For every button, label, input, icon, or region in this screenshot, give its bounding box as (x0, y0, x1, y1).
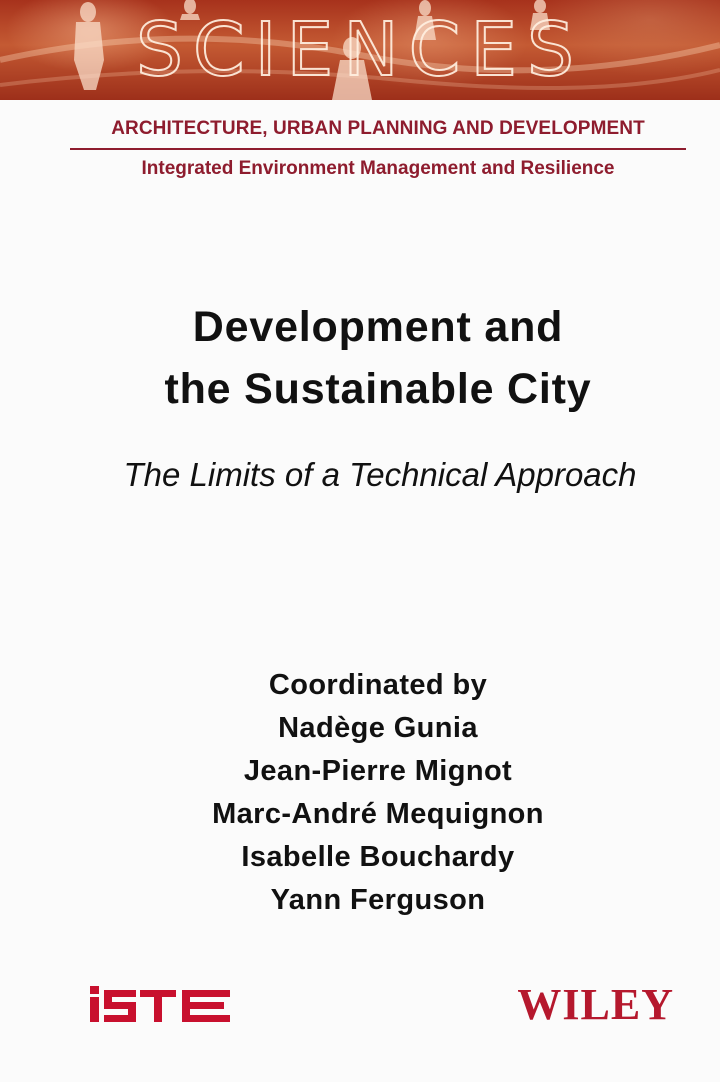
coordinator-name: Isabelle Bouchardy (241, 841, 515, 873)
coordinators-block (0, 664, 720, 922)
coordinator-name: Jean-Pierre Mignot (243, 755, 513, 787)
series-title: ARCHITECTURE, URBAN PLANNING AND DEVELOPMENT (111, 118, 645, 139)
coordinator-name: Nadège Gunia (278, 712, 478, 744)
wiley-logo: WILEY (517, 980, 674, 1029)
series-divider (70, 148, 686, 150)
coordinated-by-label: Coordinated by (268, 669, 488, 701)
sciences-banner (0, 0, 720, 100)
coordinator-name: Marc-André Mequignon (212, 798, 544, 830)
book-title-line-2: the Sustainable City (164, 365, 592, 413)
coordinator-name: Yann Ferguson (270, 884, 486, 916)
book-title-line-1: Development and (192, 303, 564, 351)
iste-logo (90, 986, 232, 1022)
series-header (70, 118, 686, 180)
series-brand-word: SCIENCES (136, 7, 584, 93)
book-title (0, 296, 720, 420)
series-subtitle: Integrated Environment Management and Resilience (141, 158, 615, 179)
book-subtitle: The Limits of a Technical Approach (123, 456, 637, 493)
